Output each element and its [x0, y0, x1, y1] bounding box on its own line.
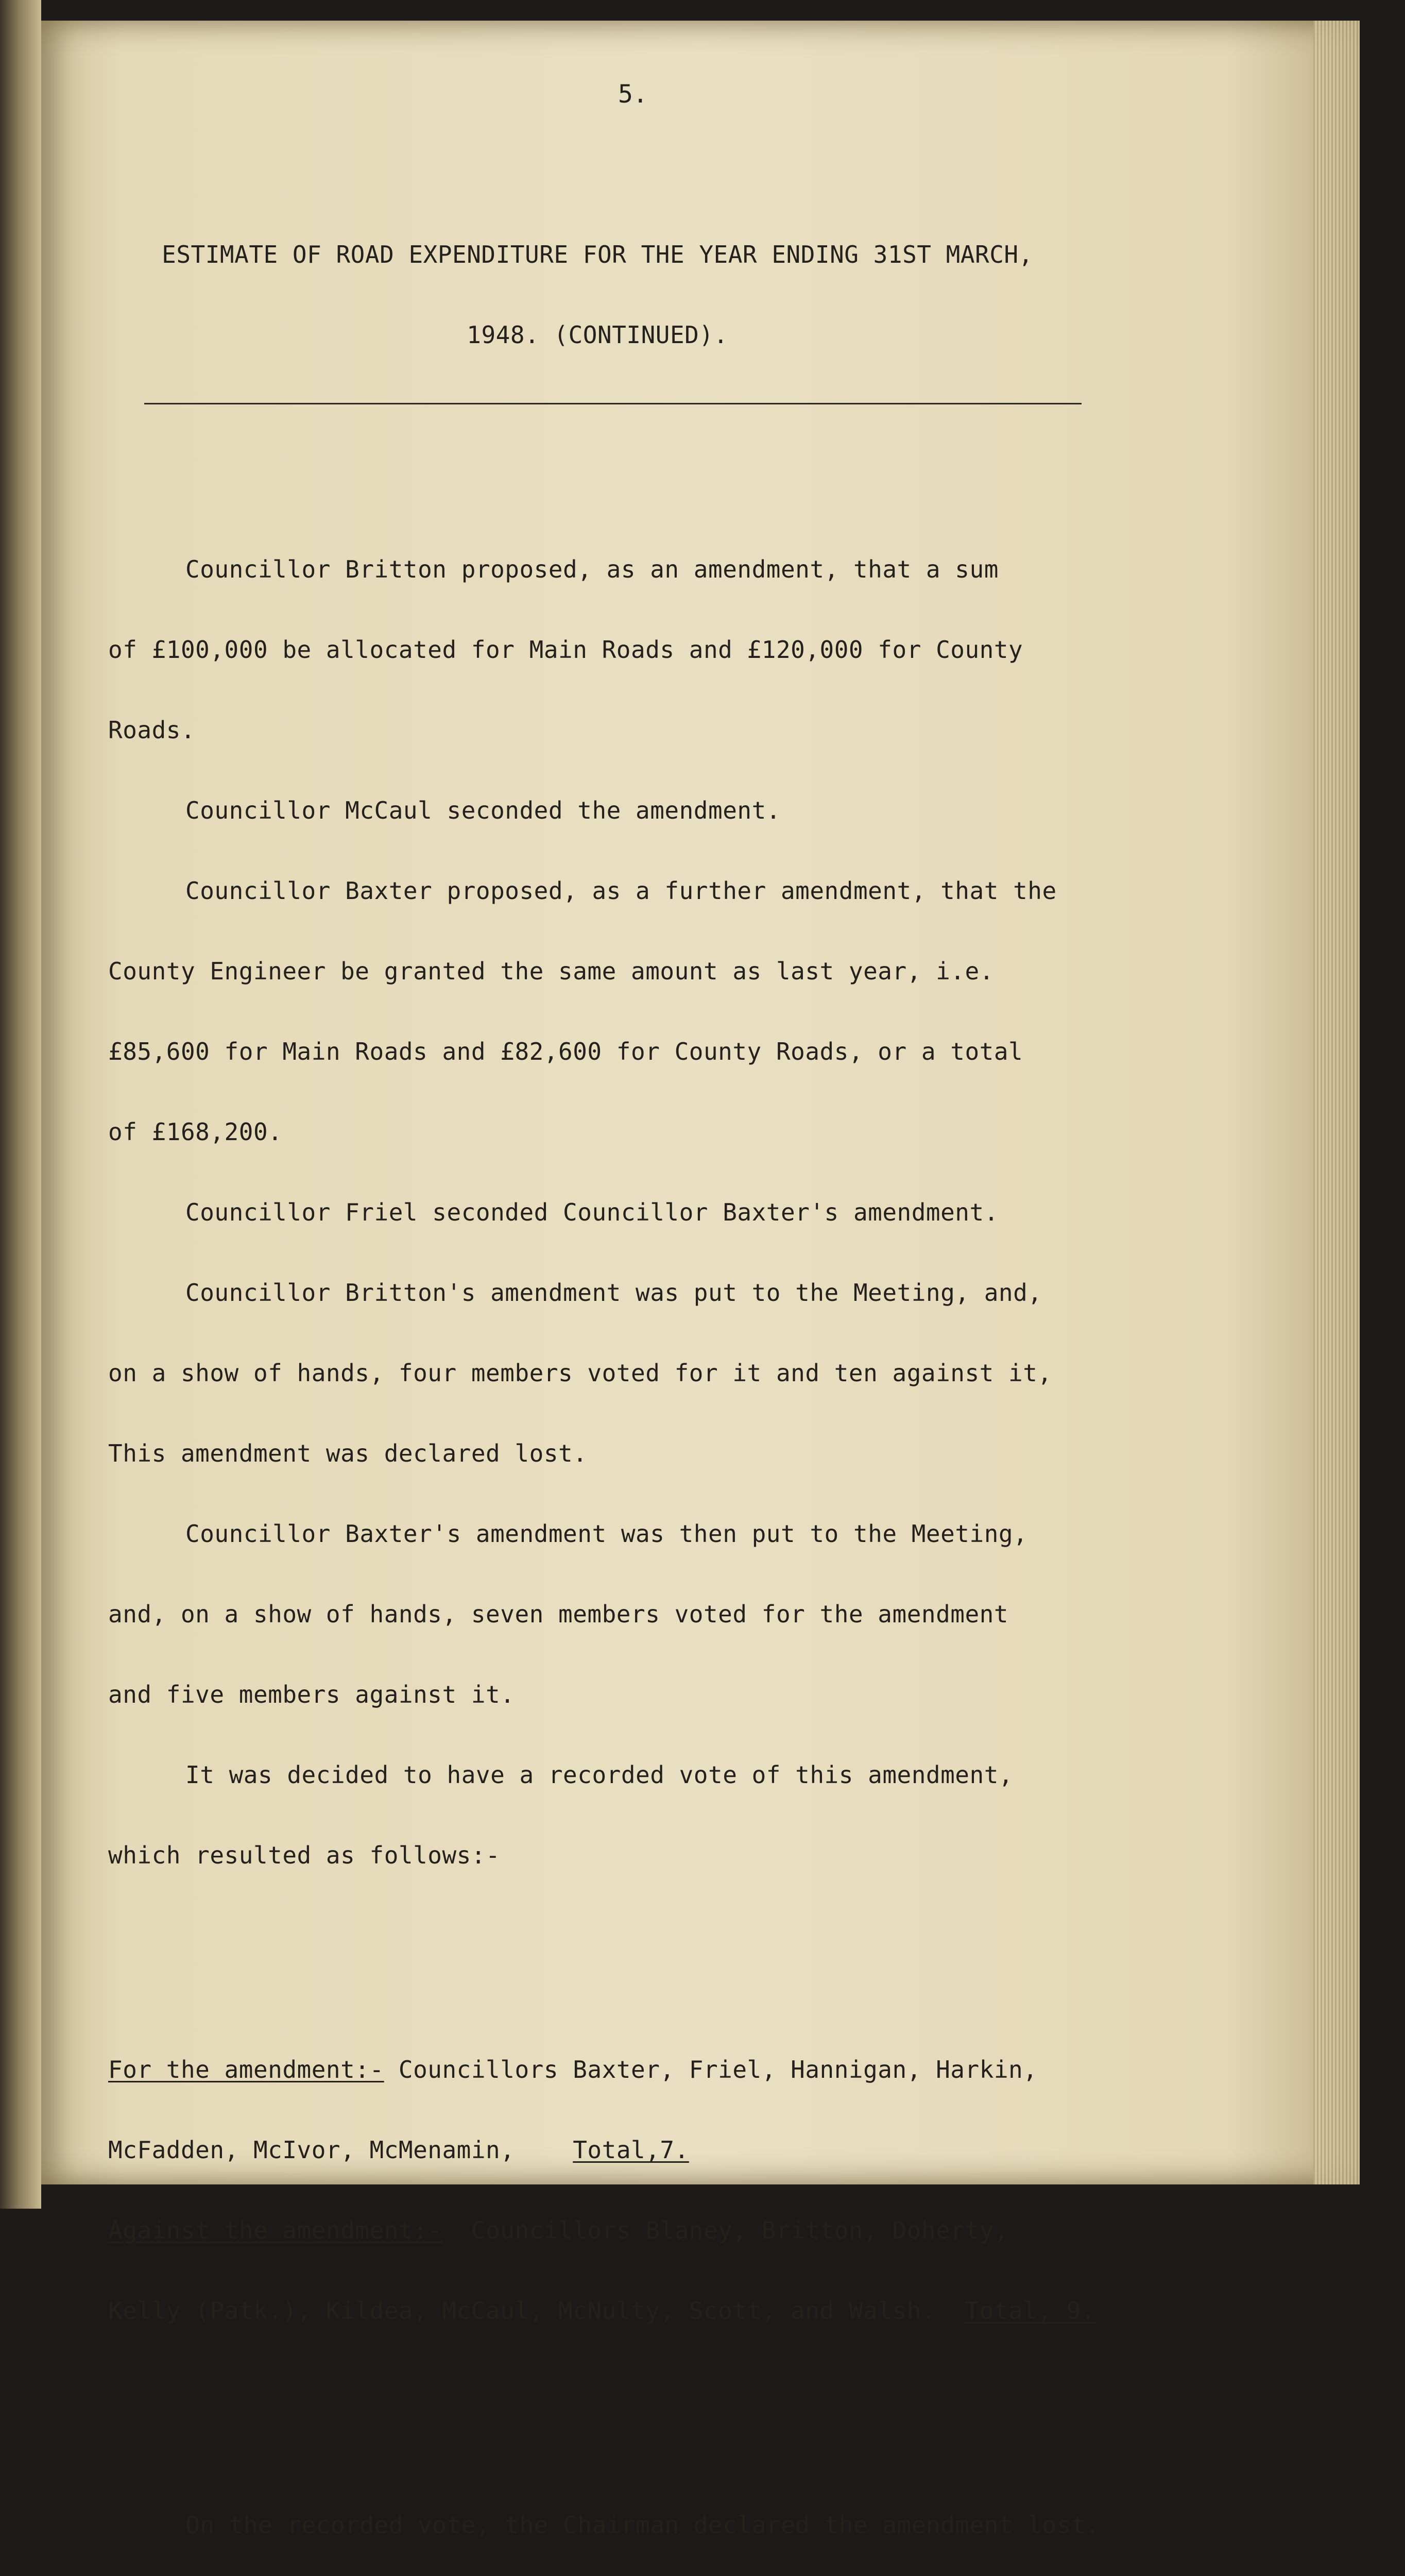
text-line: which resulted as follows:- [108, 1841, 501, 1869]
page-number: 5. [618, 80, 648, 109]
text-line: This amendment was declared lost. [108, 1439, 588, 1467]
vote-against-names: Councillors Blaney, Britton, Doherty, [442, 2216, 1009, 2244]
text-line: On the recorded vote, the Chairman declared the amendment lost. [185, 2511, 1101, 2539]
text-line: Councillor Baxter's amendment was then put to the Meeting, [185, 1520, 1028, 1548]
recorded-vote-1 [108, 2003, 1257, 2378]
text-line: on a show of hands, four members voted for it and ten against it, [108, 1359, 1052, 1387]
vote-for-total: Total,7. [573, 2136, 689, 2164]
text-line: Councillor Baxter proposed, as a further amendment, that the [185, 877, 1057, 905]
text-line: and five members against it. [108, 1681, 515, 1708]
heading-line-1: ESTIMATE OF ROAD EXPENDITURE FOR THE YEAR ENDING 31ST MARCH, [162, 241, 1033, 268]
vote-against-names-cont: Kelly (Patk.), Kildea, McCaul, McNulty, Scott, and Walsh. [108, 2297, 936, 2325]
text-line: of £100,000 be allocated for Main Roads and £120,000 for County [108, 636, 1023, 664]
text-line: Councillor McCaul seconded the amendment. [185, 796, 781, 824]
text-line: of £168,200. [108, 1118, 283, 1146]
text-line: Councillor Britton's amendment was put to the Meeting, and, [185, 1279, 1042, 1307]
vote-for-names: Councillors Baxter, Friel, Hannigan, Harkin, [384, 2056, 1038, 2083]
page-stack-edge [1313, 21, 1360, 2184]
paragraph-block-2 [108, 2458, 1257, 2576]
book-binding [0, 0, 41, 2209]
text-line: It was decided to have a recorded vote of this amendment, [185, 1761, 1014, 1789]
vote-for-names-cont: McFadden, McIvor, McMenamin, [108, 2136, 515, 2164]
text-line: £85,600 for Main Roads and £82,600 for County Roads, or a total [108, 1038, 1023, 1065]
vote-against-label: Against the amendment:- [108, 2216, 442, 2244]
text-line: Councillor Friel seconded Councillor Baxter's amendment. [185, 1198, 999, 1226]
document-body [108, 77, 1257, 2576]
text-line: Roads. [108, 716, 196, 744]
text-line: Councillor Britton proposed, as an amendment, that a sum [185, 555, 999, 583]
vote-against-total: Total, 9. [965, 2297, 1096, 2325]
text-line: County Engineer be granted the same amount as last year, i.e. [108, 957, 994, 985]
heading-line-2: 1948. (CONTINUED). [467, 321, 728, 349]
heading-underline [144, 403, 1082, 404]
text-line: and, on a show of hands, seven members voted for the amendment [108, 1600, 1009, 1628]
vote-for-label: For the amendment:- [108, 2056, 384, 2083]
paragraph-block-1 [108, 502, 1257, 1922]
